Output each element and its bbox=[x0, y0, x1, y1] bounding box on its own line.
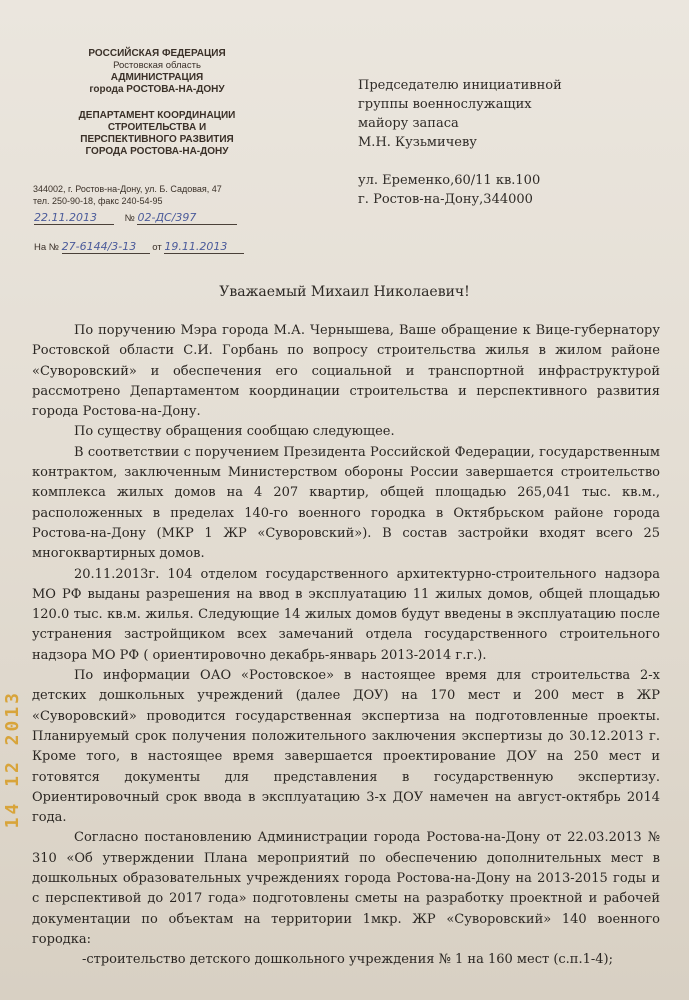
paragraph-3: В соответствии с поручением Президента Российской Федерации, государственным контрактом, заключенным Министерством обороны России завершается строительство комплекса жилых домов на 4 207 квартир, общей площадью 265,041 тыс. кв.м., расположенных в пределах 140-го военного городка в Октябрьском районе города Ростова-на-Дону (МКР 1 ЖР «Суворовский»). В состав застройки входят всего 25 многоквартирных домов. bbox=[32, 444, 660, 562]
paragraph-1: По поручению Мэра города М.А. Чернышева, Ваше обращение к Вице-губернатору Ростовской области С.И. Горбань по вопросу строительства жилья в жилом районе «Суворовский» и обеспечения его социальной и транспортной инфраструктурой рассмотрено Департаментом координации строительства и перспективного развития города Ростова-на-Дону. bbox=[32, 323, 660, 420]
paragraph-6: Согласно постановлению Администрации города Ростова-на-Дону от 22.03.2013 № 310 «Об утверждении Плана мероприятий по обеспечению дополнительных мест в дошкольных образовательных учреждениях города Ростова-на-Дону на 2013-2015 годы и с перспективой до 2017 года» подготовлены сметы на разработку проектной и рабочей документации по объектам на территории 1мкр. ЖР «Суворовский» 140 военного городка: bbox=[32, 830, 660, 947]
outgoing-number: 02-ДС/397 bbox=[137, 211, 197, 224]
salutation: Уважаемый Михаил Николаевич! bbox=[219, 284, 470, 300]
addressee-line2: группы военнослужащих bbox=[358, 97, 532, 112]
letterhead-dept-line1: ДЕПАРТАМЕНТ КООРДИНАЦИИ bbox=[78, 110, 236, 121]
letterhead bbox=[22, 48, 292, 158]
addressee-line3: майору запаса bbox=[358, 116, 459, 131]
addressee-line1: Председателю инициативной bbox=[358, 78, 562, 93]
addressee-street: ул. Еременко,60/11 кв.100 bbox=[358, 173, 541, 188]
letterhead-administration: АДМИНИСТРАЦИЯ bbox=[110, 72, 204, 83]
incoming-reference bbox=[34, 240, 244, 254]
letterhead-address-block bbox=[33, 183, 222, 207]
letterhead-dept-line3: ПЕРСПЕКТИВНОГО РАЗВИТИЯ bbox=[80, 134, 234, 145]
letterhead-region: Ростовская область bbox=[113, 60, 201, 71]
incoming-number-label: На № bbox=[34, 242, 59, 253]
letterhead-dept-line4: ГОРОДА РОСТОВА-НА-ДОНУ bbox=[85, 146, 229, 157]
letterhead-country: РОССИЙСКАЯ ФЕДЕРАЦИЯ bbox=[88, 48, 226, 59]
letterhead-dept-line2: СТРОИТЕЛЬСТВА И bbox=[107, 122, 207, 133]
paragraph-7: -строительство детского дошкольного учреждения № 1 на 160 мест (с.п.1-4); bbox=[82, 952, 613, 968]
letter-body bbox=[32, 321, 660, 971]
addressee-block bbox=[358, 76, 562, 209]
photo-date-stamp: 14 12 2013 bbox=[2, 690, 23, 829]
addressee-line4: М.Н. Кузьмичеву bbox=[358, 135, 477, 150]
outgoing-date: 22.11.2013 bbox=[34, 211, 97, 224]
outgoing-number-label: № bbox=[124, 213, 135, 224]
letterhead-city: города РОСТОВА-НА-ДОНУ bbox=[89, 84, 225, 95]
incoming-from-label: от bbox=[152, 242, 162, 253]
paragraph-2: По существу обращения сообщаю следующее. bbox=[74, 424, 395, 440]
paragraph-5: По информации ОАО «Ростовское» в настоящее время для строительства 2-х детских дошкольных учреждений (далее ДОУ) на 170 мест и 200 мест в ЖР «Суворовский» проводится государственная экспертиза на подготовленные проекты. Планируемый срок получения положительного заключения экспертизы до 30.12.2013 г. Кроме того, в настоящее время завершается проектирование ДОУ на 250 мест и готовятся документы для представления в государственную экспертизу. Ориентировочный срок ввода в эксплуатацию 3-х ДОУ намечен на август-октябрь 2014 года. bbox=[32, 668, 660, 826]
letterhead-address: 344002, г. Ростов-на-Дону, ул. Б. Садовая, 47 bbox=[33, 184, 222, 194]
letterhead-phone: тел. 250-90-18, факс 240-54-95 bbox=[33, 196, 163, 206]
incoming-number: 27-6144/3-13 bbox=[61, 240, 137, 253]
incoming-date: 19.11.2013 bbox=[164, 240, 228, 253]
addressee-city: г. Ростов-на-Дону,344000 bbox=[358, 192, 533, 207]
outgoing-reference bbox=[34, 211, 237, 225]
paragraph-4: 20.11.2013г. 104 отделом государственного архитектурно-строительного надзора МО РФ выданы разрешения на ввод в эксплуатацию 11 жилых домов, общей площадью 120.0 тыс. кв.м. жилья. Следующие 14 жилых домов будут введены в эксплуатацию после устранения застройщиком всех замечаний отдела государственного строительного надзора МО РФ ( ориентировочно декабрь-январь 2013-2014 г.г.). bbox=[32, 566, 660, 663]
